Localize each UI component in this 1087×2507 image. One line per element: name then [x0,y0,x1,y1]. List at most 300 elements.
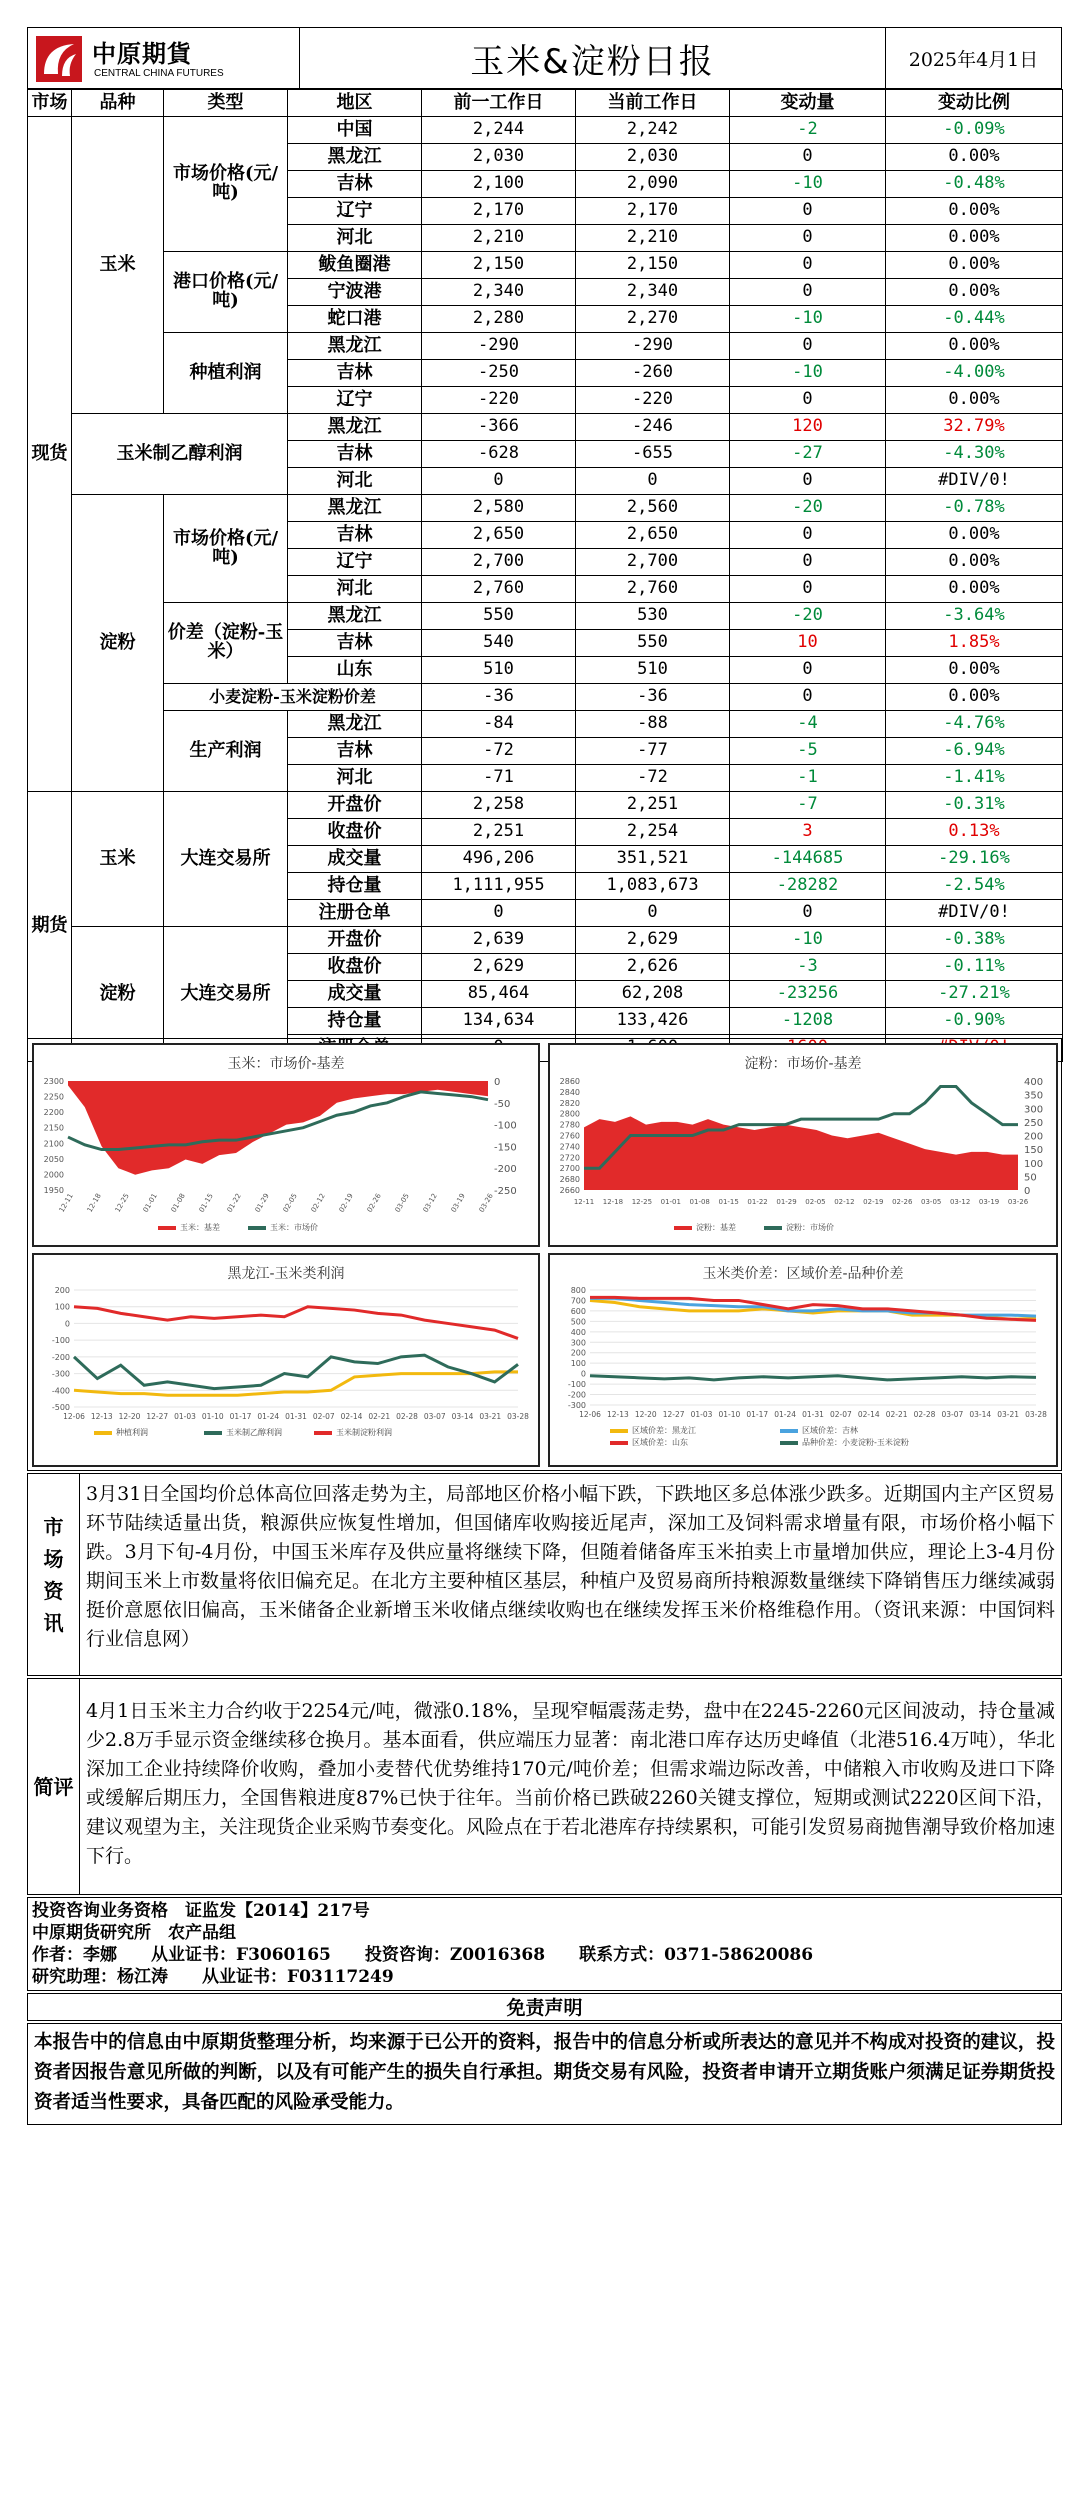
x-tick-label: 02-14 [857,1410,880,1419]
curr-value-cell: 2,760 [576,576,730,603]
chart-svg [34,1255,538,1465]
x-tick-label: 03-14 [451,1412,474,1421]
chart-svg [550,1045,1056,1245]
prev-value-cell: 2,700 [422,549,576,576]
legend-label: 区域价差：吉林 [802,1426,858,1435]
curr-value-cell: 2,030 [576,144,730,171]
curr-value-cell: 2,170 [576,198,730,225]
region-cell: 黑龙江 [288,414,422,441]
y-left-tick-label: 2800 [559,1109,580,1119]
prev-value-cell: 2,251 [422,819,576,846]
column-header: 地区 [288,90,422,117]
change-cell: 0 [730,252,886,279]
y-right-tick-label: 300 [1024,1104,1044,1116]
y-right-tick-label: 200 [1024,1131,1044,1143]
prev-value-cell: 2,280 [422,306,576,333]
region-cell: 吉林 [288,630,422,657]
region-cell: 辽宁 [288,198,422,225]
y-tick-label: 0 [64,1319,70,1329]
x-tick-label: 12-27 [662,1410,685,1419]
x-tick-label: 01-17 [229,1412,252,1421]
prev-value-cell: -72 [422,738,576,765]
legend-swatch [780,1441,798,1445]
change-cell: -28282 [730,873,886,900]
legend-swatch [610,1441,628,1445]
region-cell: 成交量 [288,981,422,1008]
legend-label: 淀粉：基差 [696,1223,736,1232]
region-cell: 收盘价 [288,819,422,846]
x-tick-label: 03-07 [941,1410,964,1419]
x-tick-label: 01-01 [141,1192,159,1214]
region-cell: 黑龙江 [288,711,422,738]
type-ethanol-cell: 玉米制乙醇利润 [72,414,288,495]
prev-value-cell: -628 [422,441,576,468]
y-right-tick-label: 0 [1024,1186,1031,1197]
type-cell: 种植利润 [164,333,288,414]
x-tick-label: 02-07 [312,1412,335,1421]
y-right-tick-label: 350 [1024,1090,1044,1102]
change-pct-cell: -6.94% [886,738,1063,765]
y-left-tick-label: 2840 [559,1087,580,1097]
curr-value-cell: 2,254 [576,819,730,846]
x-tick-label: 01-08 [169,1192,187,1214]
y-left-tick-label: 2150 [43,1123,64,1133]
y-left-tick-label: 2300 [43,1077,64,1086]
chart-title: 玉米类价差：区域价差-品种价差 [702,1266,904,1282]
x-tick-label: 02-05 [281,1192,299,1214]
y-tick-label: 400 [570,1327,586,1337]
curr-value-cell: 2,340 [576,279,730,306]
region-cell: 宁波港 [288,279,422,306]
region-cell: 吉林 [288,522,422,549]
change-cell: 0 [730,900,886,927]
curr-value-cell: 1,083,673 [576,873,730,900]
change-pct-cell: 0.00% [886,198,1063,225]
variety-starch-cell: 淀粉 [72,927,164,1062]
company-logo [28,28,300,88]
license-line: 投资咨询业务资格 证监发【2014】217号 [32,1901,370,1921]
x-tick-label: 03-21 [479,1412,502,1421]
y-left-tick-label: 1950 [43,1186,64,1195]
x-tick-label: 01-29 [776,1198,797,1206]
table-row [28,117,1063,144]
change-cell: -20 [730,495,886,522]
author-line: 作者：李娜 从业证书：F3060165 投资咨询：Z0016368 联系方式：0371-58620086 [32,1945,814,1965]
legend-label: 玉米：市场价 [270,1223,318,1232]
x-tick-label: 03-21 [997,1410,1020,1419]
region-cell: 吉林 [288,738,422,765]
y-tick-label: -100 [51,1336,70,1346]
type-cell: 港口价格(元/吨) [164,252,288,333]
change-cell: 0 [730,279,886,306]
table-row [28,792,1063,819]
x-tick-label: 03-12 [949,1198,971,1206]
exchange-cell: 大连交易所 [164,792,288,927]
assistant-line: 研究助理：杨江涛 从业证书：F03117249 [32,1967,394,1987]
curr-value-cell: 2,090 [576,171,730,198]
x-tick-label: 01-22 [747,1198,768,1206]
legend-swatch [780,1429,798,1433]
change-pct-cell: -4.00% [886,360,1063,387]
curr-value-cell: 2,251 [576,792,730,819]
x-tick-label: 12-11 [57,1192,75,1214]
series-line [74,1355,518,1388]
type-cell: 市场价格(元/吨) [164,495,288,603]
region-cell: 辽宁 [288,549,422,576]
market-futures-cell: 期货 [28,792,72,1062]
y-tick-label: 200 [54,1286,70,1295]
region-cell: 中国 [288,117,422,144]
x-tick-label: 01-22 [225,1192,243,1214]
change-cell: 0 [730,144,886,171]
chart-spreads [548,1253,1058,1467]
y-tick-label: 600 [570,1306,586,1316]
x-tick-label: 01-24 [774,1410,797,1419]
x-tick-label: 12-06 [63,1412,85,1421]
change-pct-cell: -0.09% [886,117,1063,144]
region-cell: 鲅鱼圈港 [288,252,422,279]
x-tick-label: 01-01 [660,1198,681,1206]
legend-swatch [764,1226,782,1230]
prev-value-cell: 85,464 [422,981,576,1008]
logo-text-en: CENTRAL CHINA FUTURES [94,68,224,79]
legend-label: 淀粉：市场价 [786,1223,834,1232]
region-cell: 河北 [288,576,422,603]
institute-line: 中原期货研究所 农产品组 [32,1923,236,1943]
market-news-text: 3月31日全国均价总体高位回落走势为主，局部地区价格小幅下跌，下跌地区多总体涨少跌多。近期国内主产区贸易环节陆续适量出货，粮源供应恢复性增加，但国储库收购接近尾声，深加工及饲料需求增量有限，市场价格小幅下跌。3月下旬-4月份，中国玉米库存及供应量将继续下降，但随着储备库玉米拍卖上市量增加供应，理论上3-4月份期间玉米上市数量将依旧偏充足。在北方主要种植区基层，种植户及贸易商所持粮源数量继续下降销售压力继续减弱挺价意愿依旧偏高，玉米储备企业新增玉米收储点继续收购也在继续发挥玉米价格维稳作用。（资讯来源：中国饲料行业信息网） [86,1483,1056,1650]
x-tick-label: 01-31 [802,1410,824,1419]
y-tick-label: -400 [51,1386,70,1396]
y-left-tick-label: 2700 [559,1164,580,1174]
region-cell: 黑龙江 [288,495,422,522]
y-right-tick-label: -150 [494,1142,517,1154]
region-cell: 辽宁 [288,387,422,414]
change-cell: 120 [730,414,886,441]
y-right-tick-label: 100 [1024,1158,1044,1170]
y-right-tick-label: 250 [1024,1117,1044,1129]
series-line [74,1307,518,1339]
prev-value-cell: 0 [422,900,576,927]
x-tick-label: 02-21 [885,1410,908,1419]
logo-text-cn: 中原期貨 [92,40,192,68]
x-tick-label: 01-10 [201,1412,224,1421]
prev-value-cell: 496,206 [422,846,576,873]
x-tick-label: 02-28 [396,1412,418,1421]
curr-value-cell: 2,626 [576,954,730,981]
y-right-tick-label: 150 [1024,1145,1044,1157]
curr-value-cell: 0 [576,900,730,927]
x-tick-label: 02-19 [337,1192,355,1214]
prev-value-cell: 550 [422,603,576,630]
curr-value-cell: 2,629 [576,927,730,954]
x-tick-label: 01-15 [197,1192,215,1214]
change-cell: -10 [730,171,886,198]
y-tick-label: -200 [51,1352,70,1362]
y-right-tick-label: 0 [494,1077,501,1088]
change-cell: -2 [730,117,886,144]
prev-value-cell: 0 [422,468,576,495]
y-right-tick-label: -100 [494,1120,517,1132]
region-cell: 收盘价 [288,954,422,981]
legend-swatch [674,1226,692,1230]
y-left-tick-label: 2680 [559,1175,580,1185]
x-tick-label: 03-05 [921,1198,942,1206]
column-header: 变动量 [730,90,886,117]
review-label: 简评 [28,1679,80,1894]
change-cell: -23256 [730,981,886,1008]
prev-value-cell: 2,244 [422,117,576,144]
y-tick-label: 500 [570,1317,586,1327]
region-cell: 黑龙江 [288,333,422,360]
legend-swatch [314,1431,332,1435]
curr-value-cell: 0 [576,468,730,495]
prev-value-cell: -250 [422,360,576,387]
column-header: 类型 [164,90,288,117]
change-cell: -10 [730,360,886,387]
type-cell: 价差（淀粉-玉米） [164,603,288,684]
curr-value-cell: -655 [576,441,730,468]
y-left-tick-label: 2740 [559,1142,580,1152]
column-header: 品种 [72,90,164,117]
column-header: 变动比例 [886,90,1063,117]
x-tick-label: 03-05 [393,1192,411,1214]
legend-swatch [204,1431,222,1435]
chart-svg [34,1045,538,1245]
y-right-tick-label: 50 [1024,1172,1037,1184]
y-right-tick-label: -200 [494,1164,517,1176]
change-cell: 0 [730,468,886,495]
x-tick-label: 12-13 [90,1412,113,1421]
table-row [28,495,1063,522]
table-row [28,711,1063,738]
y-tick-label: 700 [570,1296,586,1306]
curr-value-cell: -290 [576,333,730,360]
series-line [590,1376,1036,1380]
y-left-tick-label: 2100 [43,1139,64,1149]
curr-value-cell: -260 [576,360,730,387]
change-pct-cell: 0.00% [886,252,1063,279]
change-cell: -27 [730,441,886,468]
charts-panel [27,1038,1062,1471]
change-cell: 0 [730,522,886,549]
change-cell: -1208 [730,1008,886,1035]
table-row [28,333,1063,360]
y-tick-label: 100 [54,1302,70,1312]
x-tick-label: 12-25 [113,1192,131,1214]
change-cell: 10 [730,630,886,657]
change-pct-cell: 0.00% [886,279,1063,306]
chart-title: 淀粉：市场价-基差 [744,1056,862,1072]
region-cell: 黑龙江 [288,603,422,630]
change-cell: 0 [730,657,886,684]
change-pct-cell: #DIV/0! [886,468,1063,495]
prev-value-cell: 2,258 [422,792,576,819]
change-cell: 0 [730,684,886,711]
y-tick-label: 800 [570,1286,586,1295]
x-tick-label: 12-20 [118,1412,141,1421]
x-tick-label: 03-19 [978,1198,1000,1206]
x-tick-label: 01-03 [174,1412,196,1421]
change-cell: -10 [730,927,886,954]
curr-value-cell: 2,270 [576,306,730,333]
curr-value-cell: 530 [576,603,730,630]
change-pct-cell: 0.00% [886,684,1063,711]
change-pct-cell: 1.85% [886,630,1063,657]
curr-value-cell: -246 [576,414,730,441]
report-header [27,27,1062,89]
change-pct-cell: -0.90% [886,1008,1063,1035]
y-left-tick-label: 2820 [559,1098,580,1108]
prev-value-cell: 2,030 [422,144,576,171]
change-pct-cell: 0.00% [886,333,1063,360]
region-cell: 河北 [288,225,422,252]
prev-value-cell: 2,760 [422,576,576,603]
column-header: 当前工作日 [576,90,730,117]
prev-value-cell: 2,100 [422,171,576,198]
x-tick-label: 01-17 [746,1410,769,1419]
change-cell: -144685 [730,846,886,873]
type-wheat-spread-cell: 小麦淀粉-玉米淀粉价差 [164,684,422,711]
prev-value-cell: 540 [422,630,576,657]
x-tick-label: 03-26 [1007,1198,1029,1206]
curr-value-cell: 2,150 [576,252,730,279]
x-tick-label: 02-26 [892,1198,913,1206]
y-left-tick-label: 2760 [559,1131,580,1141]
region-cell: 开盘价 [288,792,422,819]
curr-value-cell: 2,210 [576,225,730,252]
legend-label: 品种价差：小麦淀粉-玉米淀粉 [802,1438,909,1447]
change-cell: 0 [730,576,886,603]
x-tick-label: 12-20 [634,1410,657,1419]
x-tick-label: 02-12 [834,1198,855,1206]
y-tick-label: 300 [570,1338,586,1348]
prev-value-cell: 2,639 [422,927,576,954]
curr-value-cell: -77 [576,738,730,765]
change-pct-cell: 0.00% [886,576,1063,603]
curr-value-cell: -36 [576,684,730,711]
x-tick-label: 02-12 [309,1192,327,1214]
region-cell: 山东 [288,657,422,684]
column-header: 前一工作日 [422,90,576,117]
x-tick-label: 01-29 [253,1192,271,1214]
chart-corn-basis [32,1043,540,1247]
change-pct-cell: -0.31% [886,792,1063,819]
change-pct-cell: -0.48% [886,171,1063,198]
y-left-tick-label: 2720 [559,1153,580,1163]
x-tick-label: 03-28 [507,1412,529,1421]
y-right-tick-label: 400 [1024,1077,1044,1088]
table-row [28,414,1063,441]
change-pct-cell: -1.41% [886,765,1063,792]
curr-value-cell: 351,521 [576,846,730,873]
change-cell: -4 [730,711,886,738]
region-cell: 黑龙江 [288,144,422,171]
change-pct-cell: 0.00% [886,225,1063,252]
y-left-tick-label: 2660 [559,1186,580,1195]
x-tick-label: 01-08 [689,1198,710,1206]
change-pct-cell: -4.30% [886,441,1063,468]
prev-value-cell: 1,111,955 [422,873,576,900]
prev-value-cell: -290 [422,333,576,360]
prev-value-cell: 510 [422,657,576,684]
y-tick-label: 100 [570,1359,586,1369]
chart-hlj-profit [32,1253,540,1467]
y-tick-label: -100 [567,1380,586,1390]
curr-value-cell: 2,242 [576,117,730,144]
type-cell: 市场价格(元/吨) [164,117,288,252]
prev-value-cell: -71 [422,765,576,792]
legend-label: 玉米制乙醇利润 [226,1428,282,1437]
prev-value-cell: 2,150 [422,252,576,279]
variety-corn-cell: 玉米 [72,117,164,414]
change-cell: 3 [730,819,886,846]
region-cell: 吉林 [288,171,422,198]
region-cell: 持仓量 [288,1008,422,1035]
y-tick-label: -300 [567,1401,586,1410]
change-pct-cell: -0.44% [886,306,1063,333]
x-tick-label: 03-14 [969,1410,992,1419]
change-cell: 0 [730,198,886,225]
x-tick-label: 12-06 [579,1410,601,1419]
change-cell: 0 [730,387,886,414]
chart-starch-basis [548,1043,1058,1247]
table-row [28,603,1063,630]
x-tick-label: 02-26 [365,1192,383,1214]
legend-label: 区域价差：山东 [632,1438,688,1447]
y-right-tick-label: -250 [494,1186,517,1197]
region-cell: 河北 [288,765,422,792]
x-tick-label: 12-25 [631,1198,653,1206]
market-spot-cell: 现货 [28,117,72,792]
prev-value-cell: 2,629 [422,954,576,981]
prev-value-cell: 2,340 [422,279,576,306]
market-news-label [28,1474,80,1675]
change-cell: -20 [730,603,886,630]
author-info [27,1897,1062,1991]
type-cell: 生产利润 [164,711,288,792]
y-right-tick-label: -50 [494,1098,511,1110]
change-cell: -10 [730,306,886,333]
region-cell: 吉林 [288,360,422,387]
disclaimer-text: 本报告中的信息由中原期货整理分析，均来源于已公开的资料，报告中的信息分析或所表达的意见并不构成对投资的建议，投资者因报告意见所做的判断，以及有可能产生的损失自行承担。期货交易有风险，投资者申请开立期货账户须满足证券期货投资者适当性要求，具备匹配的风险承受能力。 [27,2023,1062,2125]
y-tick-label: 0 [580,1369,586,1379]
x-tick-label: 03-12 [421,1192,439,1214]
change-pct-cell: 0.13% [886,819,1063,846]
change-pct-cell: -0.11% [886,954,1063,981]
change-cell: 0 [730,225,886,252]
change-cell: 0 [730,549,886,576]
legend-swatch [248,1226,266,1230]
prev-value-cell: 2,650 [422,522,576,549]
x-tick-label: 02-28 [913,1410,936,1419]
change-cell: -1 [730,765,886,792]
region-cell: 持仓量 [288,873,422,900]
prev-value-cell: 2,580 [422,495,576,522]
prev-value-cell: -220 [422,387,576,414]
x-tick-label: 12-13 [606,1410,629,1419]
change-pct-cell: 0.00% [886,549,1063,576]
y-left-tick-label: 2000 [43,1170,64,1180]
review-text: 4月1日玉米主力合约收于2254元/吨，微涨0.18%，呈现窄幅震荡走势，盘中在2245-2260元区间波动，持仓量减少2.8万手显示资金继续移仓换月。基本面看，供应端压力显著：南北港口库存达历史峰值（北港516.4万吨），华北深加工企业持续降价收购，叠加小麦替代优势维持170元/吨价差；但需求端边际改善，中储粮入市收购及进口下降或缓解后期压力，全国售粮进度87%已快于往年。当前价格已跌破2260关键支撑位，短期或测试2220区间下沿，建议观望为主，关注现货企业采购节奏变化。风险点在于若北港库存持续累积，可能引发贸易商抛售潮导致价格加速下行。 [86,1700,1056,1867]
y-tick-label: -300 [51,1369,70,1379]
y-left-tick-label: 2780 [559,1120,580,1130]
chart-title: 黑龙江-玉米类利润 [227,1266,345,1282]
market-news-section [27,1473,1062,1676]
change-cell: -7 [730,792,886,819]
legend-label: 玉米：基差 [180,1223,220,1232]
x-tick-label: 12-11 [573,1198,595,1206]
change-pct-cell: 0.00% [886,657,1063,684]
